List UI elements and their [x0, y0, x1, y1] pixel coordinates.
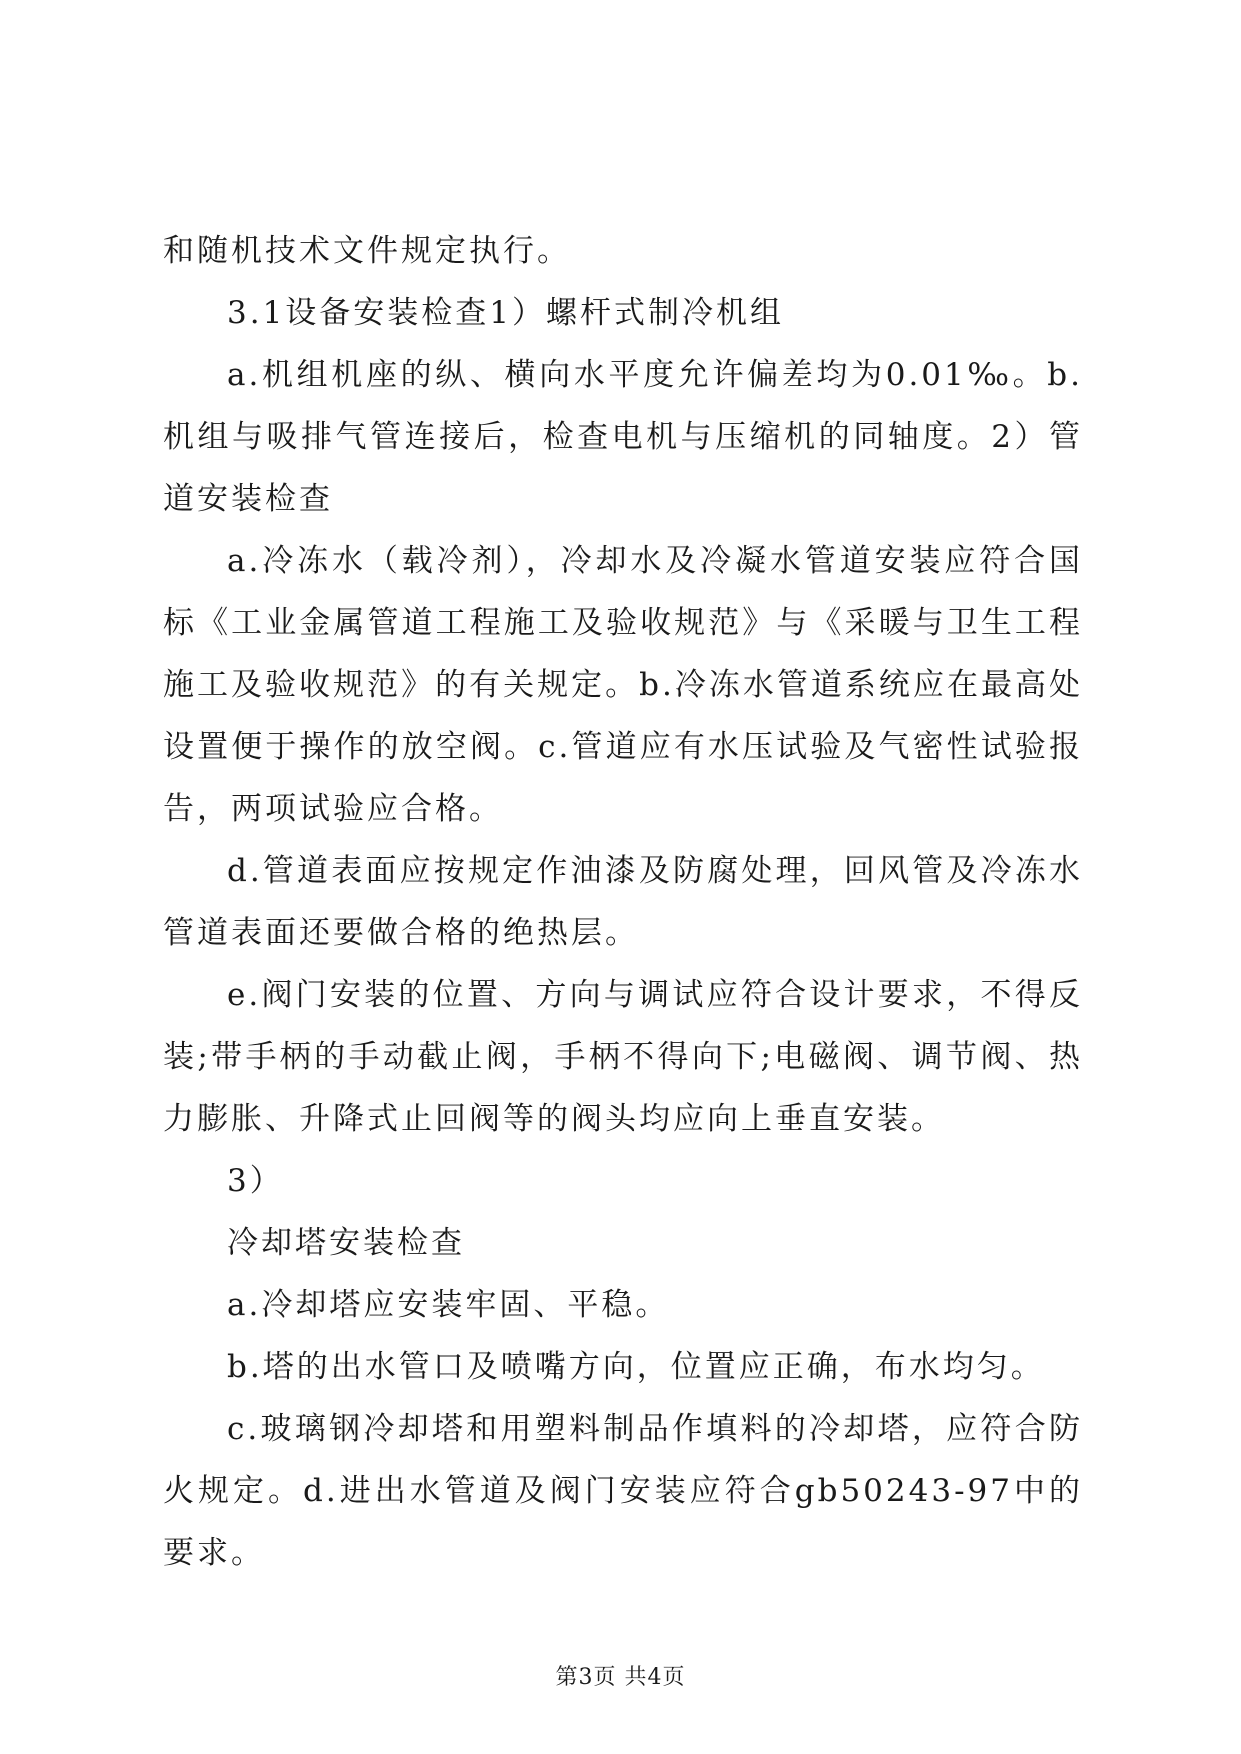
paragraph-pipe-standards: a.冷冻水（载冷剂），冷却水及冷凝水管道安装应符合国标《工业金属管道工程施工及验收规范》与《采暖与卫生工程施工及验收规范》的有关规定。b.冷冻水管道系统应在最高处设置便于操作的放空阀。c.管道应有水压试验及气密性试验报告，两项试验应合格。 — [163, 543, 1083, 827]
document-body — [163, 220, 1083, 1584]
paragraph-continuation: 和随机技术文件规定执行。 — [163, 233, 571, 269]
paragraph-tower-a: a.冷却塔应安装牢固、平稳。 — [227, 1287, 670, 1323]
paragraph-valve-installation: e.阀门安装的位置、方向与调试应符合设计要求，不得反装;带手柄的手动截止阀，手柄不得向下;电磁阀、调节阀、热力膨胀、升降式止回阀等的阀头均应向上垂直安装。 — [163, 977, 1083, 1137]
paragraph-cooling-tower-heading: 冷却塔安装检查 — [227, 1225, 465, 1261]
paragraph-tower-b: b.塔的出水管口及喷嘴方向，位置应正确，布水均匀。 — [227, 1349, 1045, 1385]
paragraph-section-3-1: 3.1设备安装检查1）螺杆式制冷机组 — [227, 295, 785, 331]
paragraph-tower-c-d: c.玻璃钢冷却塔和用塑料制品作填料的冷却塔，应符合防火规定。d.进出水管道及阀门安装应符合gb50243-97中的要求。 — [163, 1411, 1083, 1571]
paragraph-item-3: 3） — [227, 1163, 284, 1199]
paragraph-pipe-surface: d.管道表面应按规定作油漆及防腐处理，回风管及冷冻水管道表面还要做合格的绝热层。 — [163, 853, 1083, 951]
page-number-label: 第3页 共4页 — [555, 1665, 686, 1690]
paragraph-unit-base-level: a.机组机座的纵、横向水平度允许偏差均为0.01‰。b.机组与吸排气管连接后，检查电机与压缩机的同轴度。2）管道安装检查 — [163, 357, 1083, 517]
page-footer — [0, 1660, 1241, 1691]
